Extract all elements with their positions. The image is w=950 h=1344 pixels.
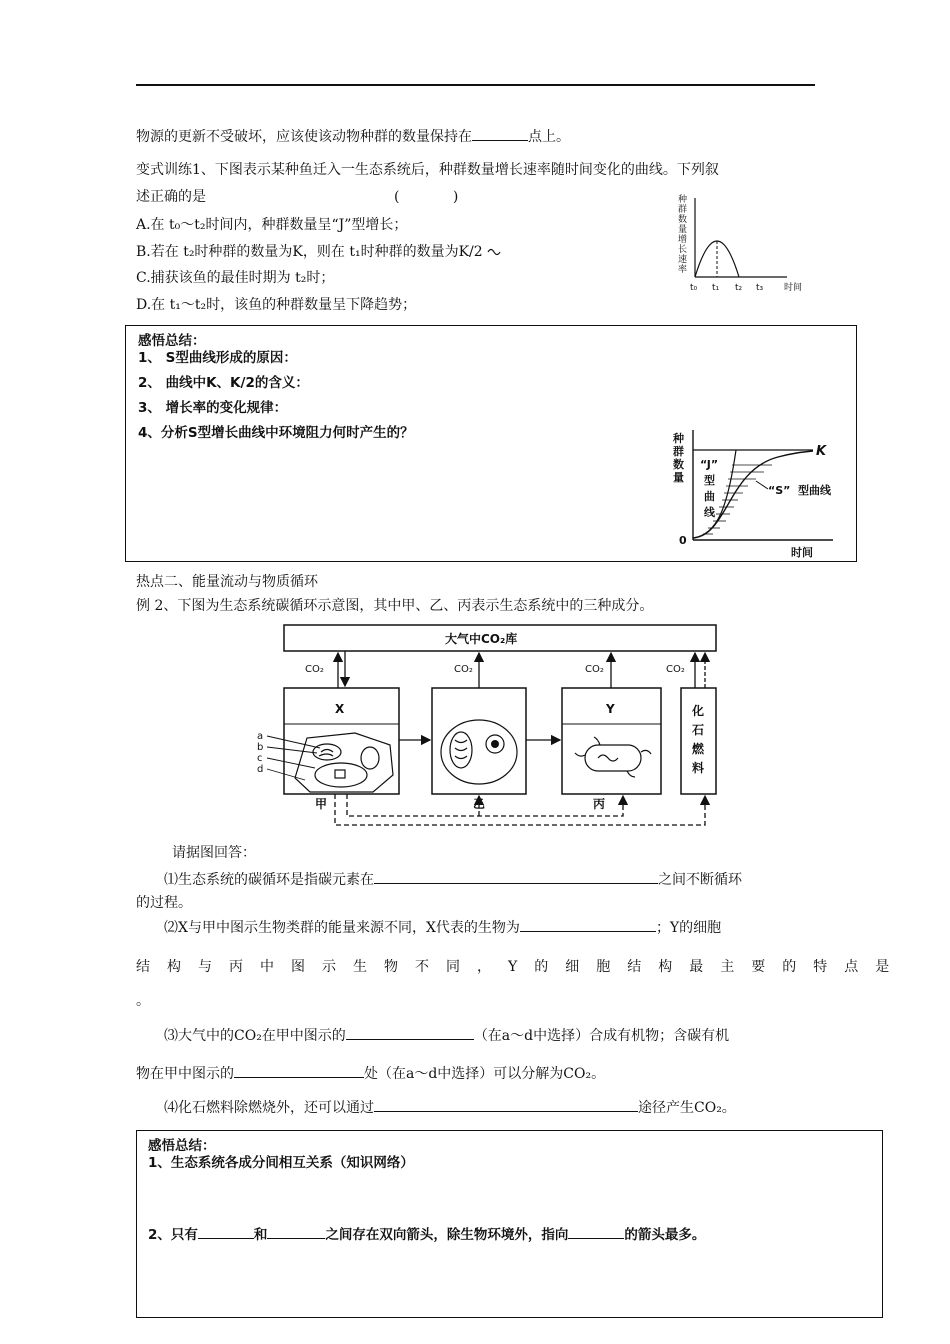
intro-text: 物源的更新不受破坏，应该使该动物种群的数量保持在 <box>136 129 472 145</box>
answer-paren: ( ) <box>394 189 459 205</box>
fossil-char: 化 <box>692 704 705 718</box>
q3-blank-2 <box>234 1063 364 1078</box>
k-label: K <box>816 444 827 459</box>
s-curve-chart <box>668 425 848 560</box>
s-ylabel-char: 种 <box>673 432 684 445</box>
variant-stem-line1: 变式训练1、下图表示某种鱼迁入一生态系统后，种群数量增长速率随时间变化的曲线。下列叙 <box>136 162 719 178</box>
rate-ylabel-char: 种 <box>678 195 688 205</box>
q4-line <box>164 1097 736 1118</box>
q3-text-c: 物在甲中图示的 <box>136 1066 234 1082</box>
rate-ylabel-char: 群 <box>678 205 688 215</box>
co2-label: CO₂ <box>454 664 473 675</box>
summary2-item-1: 1、生态系统各成分间相互关系（知识网络） <box>148 1155 414 1171</box>
j-label-char: 曲 <box>704 490 715 503</box>
intro-line <box>136 126 570 147</box>
option-b-text: B.若在 t₂时种群的数量为K，则在 t₁时种群的数量为K/2 <box>136 244 483 260</box>
co2-label: CO₂ <box>585 664 604 675</box>
carbon-cycle-diagram <box>255 620 725 838</box>
rate-ylabel-char: 速 <box>678 255 688 265</box>
j-label-char: 型 <box>704 474 715 487</box>
hotspot-title: 热点二、能量流动与物质循环 <box>136 574 318 590</box>
fossil-char: 石 <box>692 723 705 737</box>
label-c: c <box>257 753 263 764</box>
q3-line1 <box>164 1025 729 1046</box>
example2-text: 例 2、下图为生态系统碳循环示意图，其中甲、乙、丙表示生态系统中的三种成分。 <box>136 598 654 614</box>
q2-line1 <box>164 917 721 938</box>
growth-rate-chart <box>674 190 814 295</box>
fossil-char: 料 <box>692 761 705 775</box>
j-label-char: 线 <box>704 506 715 519</box>
s2-text-b: 和 <box>253 1227 268 1243</box>
s2-text-c: 之间存在双向箭头，除生物环境外，指向 <box>325 1227 569 1243</box>
rate-tick-t1: t₁ <box>712 283 720 293</box>
summary1-item-4: 4、分析S型增长曲线中环境阻力何时产生的？ <box>138 425 414 441</box>
rate-ylabel-char: 量 <box>678 225 688 235</box>
summary1-item-3: 3、 增长率的变化规律： <box>138 400 288 416</box>
s-ylabel-char: 数 <box>673 458 684 471</box>
q4-blank <box>374 1097 638 1112</box>
label-jia: 甲 <box>315 797 328 811</box>
q2-line3: 。 <box>136 993 150 1009</box>
label-a: a <box>257 731 264 742</box>
q1-blank <box>374 869 658 884</box>
option-c: C.捕获该鱼的最佳时期为 t₂时； <box>136 270 335 286</box>
rate-ylabel-char: 长 <box>678 245 688 255</box>
s-origin: 0 <box>679 534 687 547</box>
atmosphere-label: 大气中CO₂库 <box>445 632 518 646</box>
fossil-char: 燃 <box>692 742 705 756</box>
box-yi <box>432 688 526 794</box>
q1-line2: 的过程。 <box>136 895 192 911</box>
s2-text-a: 2、只有 <box>148 1227 198 1243</box>
rate-tick-t0: t₀ <box>690 283 698 293</box>
intro-suffix: 点上。 <box>528 129 570 145</box>
co2-label: CO₂ <box>666 664 685 675</box>
s-xlabel: 时间 <box>791 546 813 559</box>
question-prompt: 请据图回答： <box>172 845 256 861</box>
label-d: d <box>257 764 264 775</box>
s-label-pointer <box>756 481 768 489</box>
j-label-char: “J” <box>700 458 719 471</box>
q1-text-b: 之间不断循环 <box>658 872 742 888</box>
summary2-item-2 <box>148 1224 705 1245</box>
s-ylabel-char: 群 <box>673 445 684 458</box>
header-rule <box>136 84 815 86</box>
q2-blank-1 <box>520 917 656 932</box>
intro-blank <box>472 126 528 141</box>
summary1-item-1: 1、 S型曲线形成的原因： <box>138 350 297 366</box>
summary2-title: 感悟总结： <box>148 1138 216 1154</box>
label-b: b <box>257 742 264 753</box>
label-bing: 丙 <box>593 797 606 811</box>
option-a: A.在 t₀～t₂时间内，种群数量呈“J”型增长； <box>136 217 408 233</box>
q3-text-d: 处（在a～d中选择）可以分解为CO₂。 <box>364 1066 606 1082</box>
label-yi: 乙 <box>473 797 486 811</box>
q1-line1 <box>164 869 742 890</box>
box-x-label: X <box>335 702 345 716</box>
rate-ylabel-char: 数 <box>678 215 688 225</box>
summary1-item-2: 2、 曲线中K、K/2的含义： <box>138 375 309 391</box>
rate-chart-ylabel <box>678 193 687 275</box>
s-curve-label: “S” 型曲线 <box>768 484 832 497</box>
s2-blank-3 <box>568 1224 624 1239</box>
option-b <box>136 242 501 262</box>
s2-blank-1 <box>198 1224 254 1239</box>
co2-label: CO₂ <box>305 664 324 675</box>
q4-text-a: ⑷化石燃料除燃烧外，还可以通过 <box>164 1100 374 1116</box>
q4-text-b: 途径产生CO₂。 <box>638 1100 736 1116</box>
s-ylabel-char: 量 <box>673 471 684 484</box>
rate-tick-t3: t₃ <box>756 283 764 293</box>
q1-text-a: ⑴生态系统的碳循环是指碳元素在 <box>164 872 374 888</box>
rate-ylabel-char: 率 <box>678 265 688 275</box>
q3-text-a: ⑶大气中的CO₂在甲中图示的 <box>164 1028 346 1044</box>
rate-tick-t2: t₂ <box>735 283 743 293</box>
q2-line2: 结构与丙中图示生物不同，Y的细胞结构最主要的特点是 <box>136 959 907 975</box>
q3-text-b: （在a～d中选择）合成有机物；含碳有机 <box>473 1028 730 1044</box>
box-y-label: Y <box>606 702 615 716</box>
q3-line2 <box>136 1063 605 1084</box>
rate-ylabel-char: 增 <box>678 235 688 245</box>
s2-blank-2 <box>267 1224 325 1239</box>
q3-blank-1 <box>346 1025 474 1040</box>
summary1-title: 感悟总结： <box>138 333 206 349</box>
rate-xlabel: 时间 <box>784 283 803 293</box>
squiggle-mark-icon <box>487 247 501 257</box>
s2-text-d: 的箭头最多。 <box>624 1227 706 1243</box>
q2-text-a: ⑵X与甲中图示生物类群的能量来源不同，X代表的生物为 <box>164 920 520 936</box>
q2-text-b: ；Y的细胞 <box>655 920 722 936</box>
variant-stem-text: 述正确的是 <box>136 189 206 205</box>
variant-stem-line2 <box>136 187 459 207</box>
option-d: D.在 t₁～t₂时，该鱼的种群数量呈下降趋势； <box>136 297 417 313</box>
